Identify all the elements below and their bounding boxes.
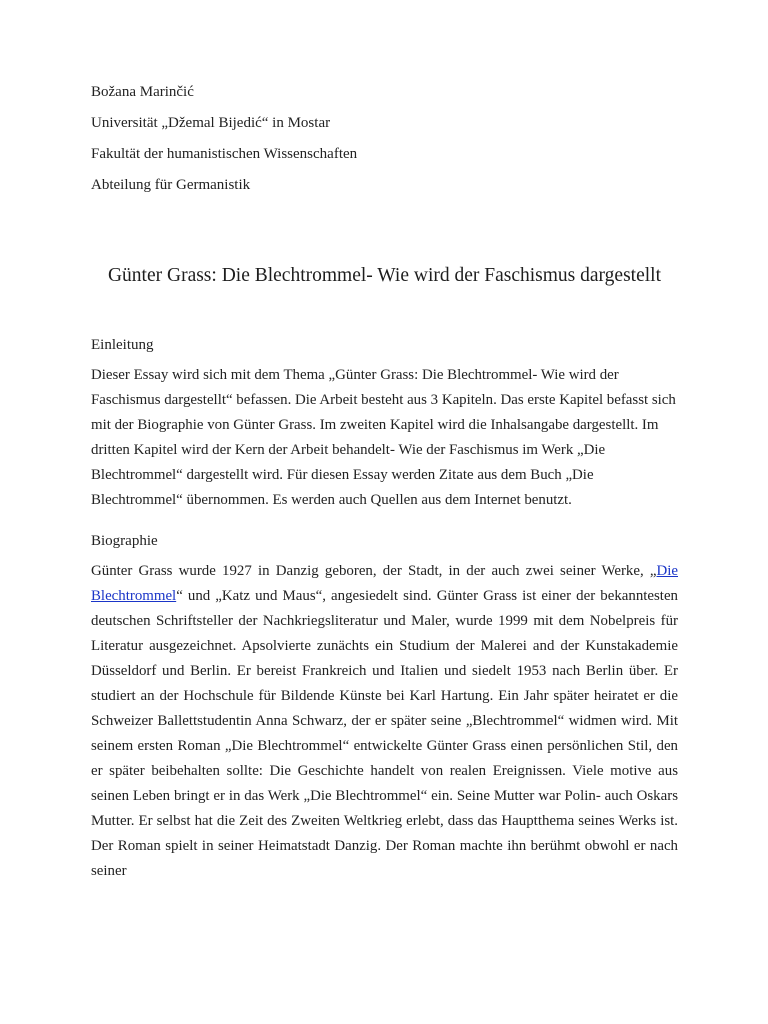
section-heading-biography: Biographie: [91, 533, 158, 549]
blechtrommel-link[interactable]: Die Blechtrommel: [91, 563, 678, 604]
biography-paragraph: [91, 559, 678, 884]
author-department: Abteilung für Germanistik: [91, 177, 251, 193]
author-faculty: Fakultät der humanistischen Wissenschaften: [91, 146, 358, 162]
essay-title: [91, 262, 678, 289]
author-university: Universität „Džemal Bijedić“ in Mostar: [91, 115, 331, 131]
essay-title-text: Günter Grass: Die Blechtrommel- Wie wird der Faschismus dargestellt: [107, 265, 662, 286]
author-name: Božana Marinčić: [91, 84, 194, 100]
section-heading-intro: Einleitung: [91, 337, 154, 353]
biography-text-start: Günter Grass wurde 1927 in Danzig geboren, der Stadt, in der auch zwei seiner Werke, „: [91, 563, 657, 579]
intro-paragraph: Dieser Essay wird sich mit dem Thema „Günter Grass: Die Blechtrommel- Wie wird der Faschismus dargestellt“ befassen. Die Arbeit besteht aus 3 Kapiteln. Das erste Kapitel befasst sich mit der Biographie von Günter Grass. Im zweiten Kapitel wird die Inhalsangabe dargestellt. Im dritten Kapitel wird der Kern der Arbeit behandelt- Wie der Faschismus im Werk „Die Blechtrommel“ dargestellt wird. Für diesen Essay werden Zitate aus dem Buch „Die Blechtrommel“ übernommen. Es werden auch Quellen aus dem Internet benutzt.: [91, 367, 676, 508]
author-block: [91, 82, 678, 195]
biography-text-rest: “ und „Katz und Maus“, angesiedelt sind. Günter Grass ist einer der bekanntesten deutschen Schriftsteller der Nachkriegsliteratur und Maler, wurde 1999 mit dem Nobelpreis für Literatur ausgezeichnet. Apsolvierte zunächts ein Studium der Malerei and der Kunstakademie Düsseldorf und Berlin. Er bereist Frankreich und Italien und siedelt 1953 nach Berlin über. Er studiert an der Hochschule für Bildende Künste bei Karl Hartung. Ein Jahr später heiratet er die Schweizer Ballettstudentin Anna Schwarz, der er später seine „Blechtrommel“ widmen wird. Mit seinem ersten Roman „Die Blechtrommel“ entwickelte Günter Grass einen persönlichen Stil, den er später beibehalten sollte: Die Geschichte handelt von realen Ereignissen. Viele motive aus seinen Leben bringt er in das Werk „Die Blechtrommel“ ein. Seine Mutter war Polin- auch Oskars Mutter. Er selbst hat die Zeit des Zweiten Weltkrieg erlebt, dass das Hauptthema seines Werks ist. Der Roman spielt in seiner Heimatstadt Danzig. Der Roman machte ihn berühmt obwohl er nach seiner: [91, 588, 678, 879]
